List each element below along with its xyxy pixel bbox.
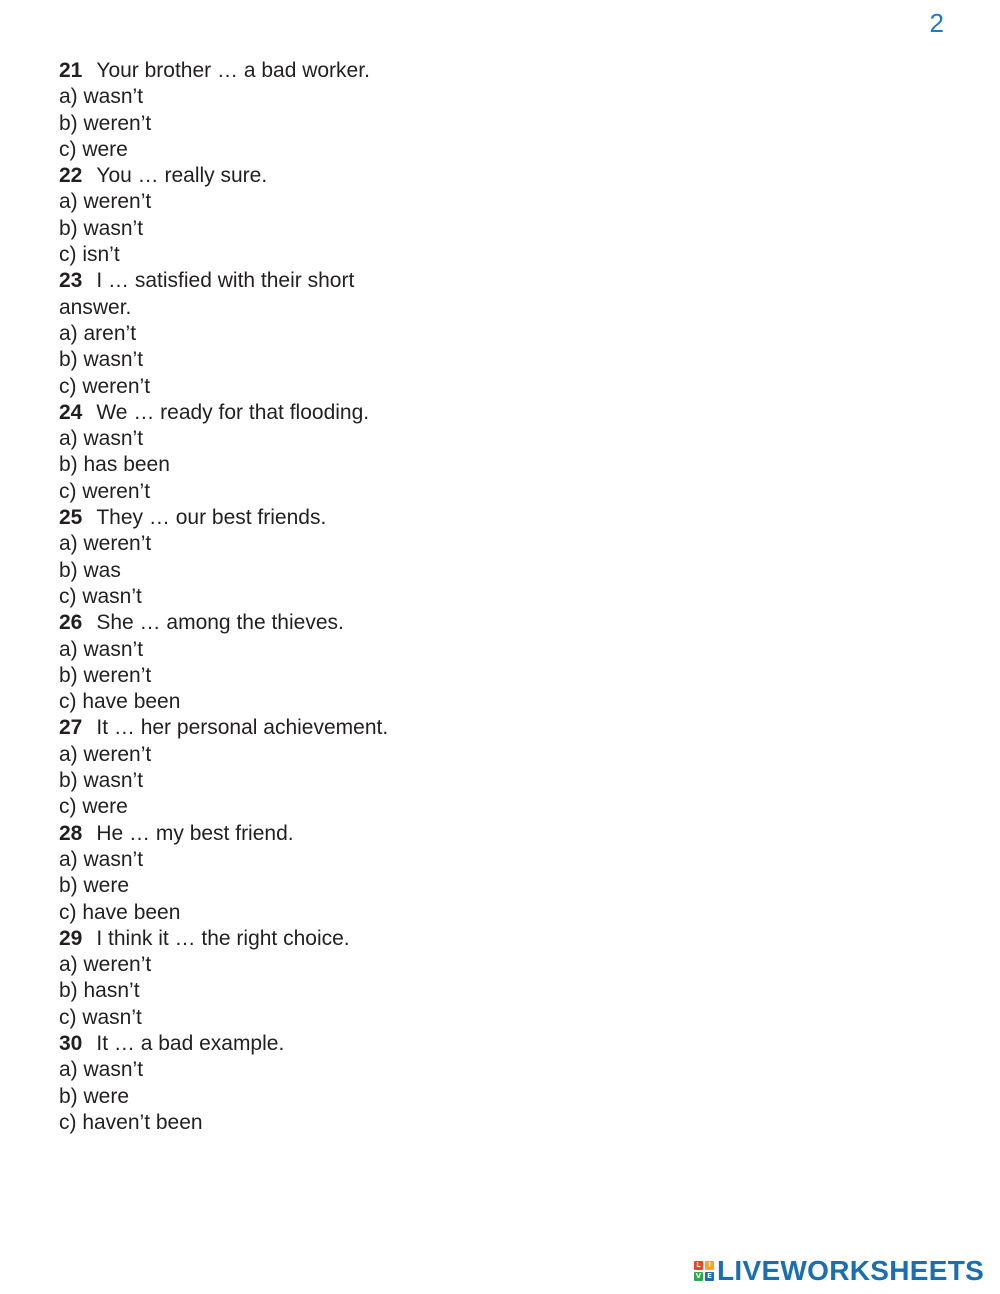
answer-option: b) wasn’t [59, 216, 144, 240]
question-item [59, 505, 419, 610]
answer-option: c) have been [59, 690, 181, 714]
question-number: 26 [59, 611, 83, 635]
question-item [59, 163, 419, 268]
logo-tile: V [695, 1272, 702, 1280]
answer-option: c) haven’t been [59, 1110, 203, 1134]
answer-option: b) has been [59, 453, 170, 477]
answer-option: a) wasn’t [59, 637, 144, 661]
answer-option: b) wasn’t [59, 348, 144, 372]
question-stem [59, 295, 419, 321]
answer-option: c) wasn’t [59, 584, 142, 608]
question-item [59, 821, 419, 926]
question-stem [59, 400, 419, 426]
answer-option: a) wasn’t [59, 1058, 144, 1082]
answer-option: b) hasn’t [59, 979, 140, 1003]
answer-option: b) weren’t [59, 663, 152, 687]
question-text: We … ready for that flooding. [96, 400, 370, 424]
question-stem [59, 715, 419, 741]
question-text: He … my best friend. [96, 821, 294, 845]
question-stem [59, 163, 419, 189]
question-item [59, 400, 419, 505]
question-number: 21 [59, 59, 83, 82]
brand-text: LIVEWORKSHEETS [717, 1255, 985, 1286]
answer-option: b) was [59, 558, 121, 582]
logo-grid-icon [694, 1261, 714, 1281]
question-number: 24 [59, 400, 83, 424]
question-list [59, 58, 419, 1136]
question-stem [59, 268, 419, 294]
answer-option: a) weren’t [59, 532, 152, 556]
question-number: 27 [59, 716, 83, 740]
question-stem [59, 926, 419, 952]
answer-option: a) weren’t [59, 190, 152, 214]
question-text: answer. [59, 295, 132, 319]
question-text: I think it … the right choice. [96, 926, 350, 950]
answer-option: b) wasn’t [59, 769, 144, 793]
question-text: She … among the thieves. [96, 611, 344, 635]
logo-tile: L [694, 1261, 703, 1270]
question-number: 23 [59, 269, 83, 293]
question-text: You … really sure. [96, 164, 268, 188]
question-text: It … her personal achievement. [96, 716, 389, 740]
question-item [59, 58, 419, 163]
answer-option: a) wasn’t [59, 427, 144, 451]
answer-option: b) were [59, 1084, 130, 1108]
question-item [59, 610, 419, 715]
answer-option: b) were [59, 874, 130, 898]
question-text: I … satisfied with their short [96, 269, 355, 293]
answer-option: a) weren’t [59, 742, 152, 766]
answer-option: c) were [59, 795, 128, 819]
question-text: Your brother … a bad worker. [96, 59, 370, 82]
answer-option: a) wasn’t [59, 847, 144, 871]
question-stem [59, 821, 419, 847]
question-stem [59, 58, 419, 84]
answer-option: c) wasn’t [59, 1005, 142, 1029]
question-item [59, 926, 419, 1031]
answer-option: a) weren’t [59, 953, 152, 977]
question-number: 28 [59, 821, 83, 845]
liveworksheets-logo [694, 1255, 984, 1287]
question-item [59, 268, 419, 399]
answer-option: c) have been [59, 900, 181, 924]
question-stem [59, 610, 419, 636]
question-stem [59, 1031, 419, 1057]
answer-option: c) were [59, 137, 128, 161]
question-item [59, 715, 419, 820]
question-item [59, 1031, 419, 1136]
answer-option: b) weren’t [59, 111, 152, 135]
question-stem [59, 505, 419, 531]
question-number: 22 [59, 164, 83, 188]
answer-option: a) aren’t [59, 321, 137, 345]
answer-option: c) isn’t [59, 243, 120, 267]
question-text: It … a bad example. [96, 1031, 285, 1055]
answer-option: a) wasn’t [59, 85, 144, 109]
logo-tile: I [705, 1261, 714, 1270]
question-number: 30 [59, 1031, 83, 1055]
answer-option: c) weren’t [59, 479, 151, 503]
question-number: 29 [59, 926, 83, 950]
answer-option: c) weren’t [59, 374, 151, 398]
logo-tile: E [705, 1272, 714, 1281]
question-text: They … our best friends. [96, 506, 327, 530]
page-number: 2 [929, 8, 944, 38]
question-number: 25 [59, 506, 83, 530]
